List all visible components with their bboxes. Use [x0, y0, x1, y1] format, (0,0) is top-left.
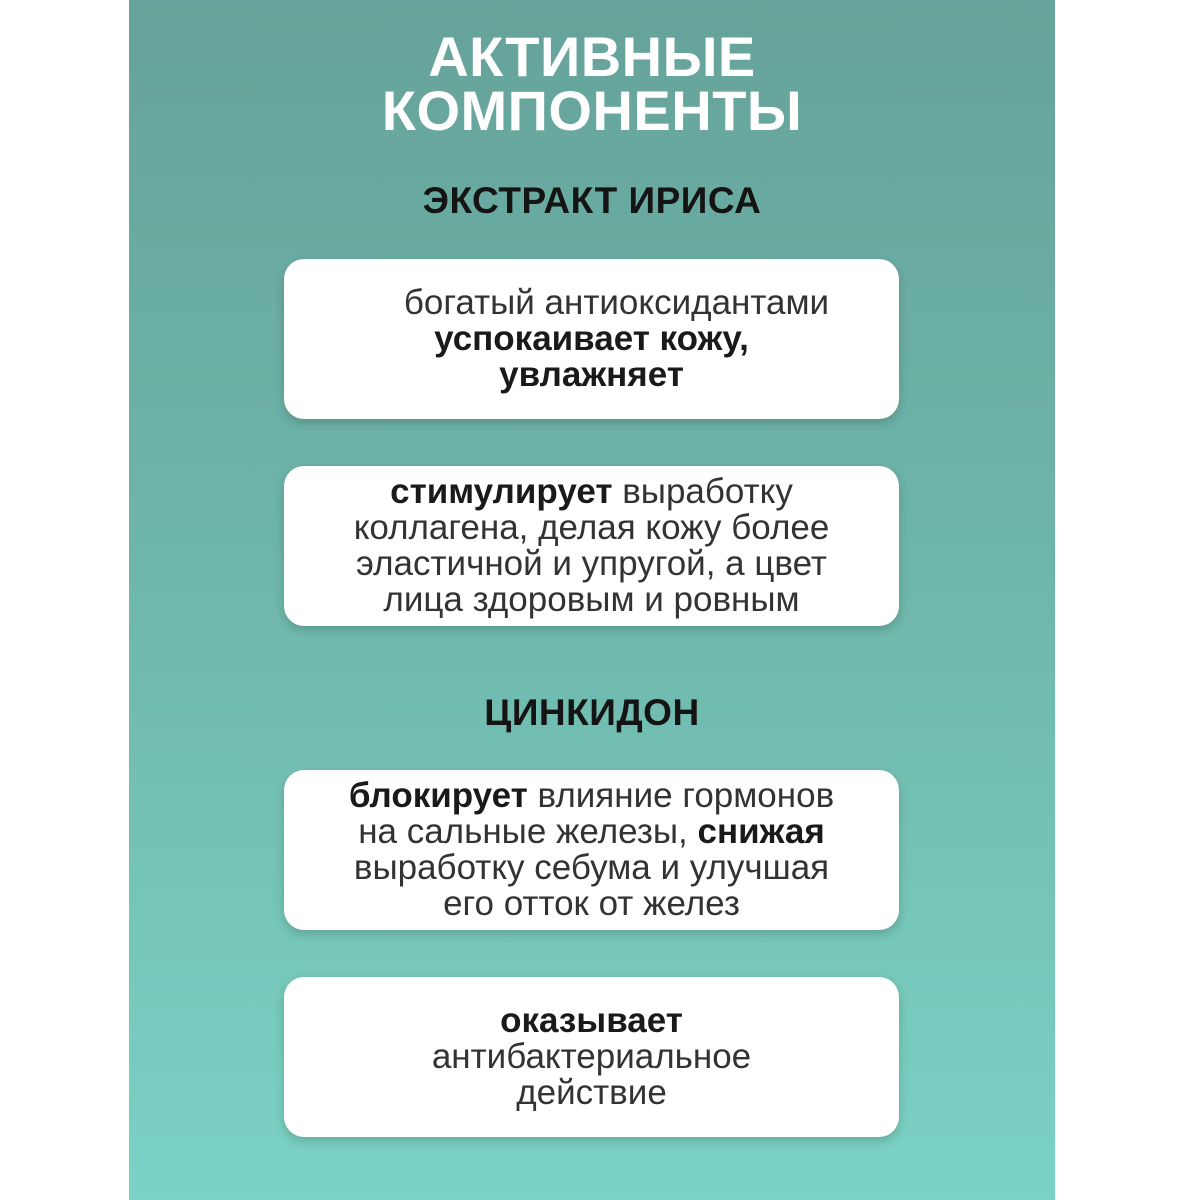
section-heading-iris: ЭКСТРАКТ ИРИСА	[422, 180, 762, 221]
card-text-bold: блокирует	[348, 776, 528, 815]
card-text-line	[390, 474, 793, 510]
card-text-line: антибактериальное	[431, 1037, 752, 1076]
card-text-line: действие	[516, 1073, 667, 1112]
title-line-1: АКТИВНЫЕ	[428, 25, 756, 88]
section-heading-zincidone: ЦИНКИДОН	[484, 692, 700, 733]
card-text-line: лица здоровым и ровным	[383, 580, 800, 619]
card-text-bold: оказывает	[500, 1001, 683, 1040]
card-text-line: выработку себума и улучшая	[353, 848, 830, 887]
card-text-bold: стимулирует	[390, 472, 613, 511]
benefit-card-antioxidants	[284, 259, 899, 419]
card-text-line: богатый антиоксидантами	[403, 283, 830, 322]
card-text-regular: влияние гормонов	[527, 776, 835, 815]
card-text-regular: выработку	[612, 472, 793, 511]
card-text-line: его отток от желез	[443, 884, 740, 923]
card-text-line: коллагена, делая кожу более	[353, 508, 830, 547]
card-text-regular: на сальные железы,	[358, 812, 698, 851]
page-title	[129, 25, 1055, 142]
card-text-bold: снижая	[697, 812, 825, 851]
benefit-card-collagen	[284, 466, 899, 626]
card-text-bold: увлажняет	[499, 355, 684, 394]
title-line-2: КОМПОНЕНТЫ	[381, 79, 803, 142]
content-panel	[129, 0, 1055, 1200]
card-text-line	[358, 814, 825, 850]
card-text-bold: успокаивает кожу,	[434, 319, 749, 358]
benefit-card-hormones	[284, 770, 899, 930]
benefit-card-antibacterial	[284, 977, 899, 1137]
card-text-line: эластичной и упругой, а цвет	[356, 544, 827, 583]
card-text-line	[349, 778, 834, 814]
